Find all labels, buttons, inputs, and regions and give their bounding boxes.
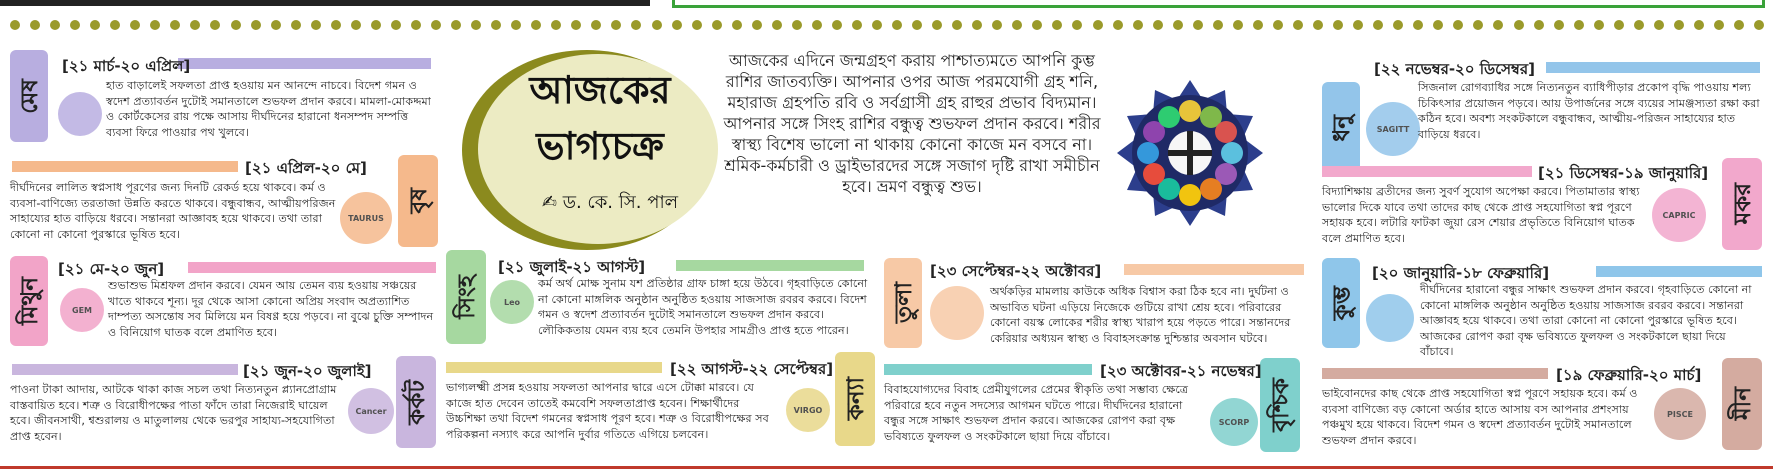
divider-dot [1193,20,1203,30]
divider-dot [1473,20,1483,30]
divider-dot [952,20,962,30]
divider-dot [371,20,381,30]
date-range: [২১ মে-২০ জুন] [58,260,165,278]
divider-dot [1353,20,1363,30]
divider-dot [1534,20,1544,30]
date-range: [২২ আগস্ট-২২ সেপ্টেম্বর] [670,360,834,378]
divider-dot [712,20,722,30]
divider-dot [1654,20,1664,30]
divider-dot [431,20,441,30]
divider-dot [251,20,261,30]
zodiac-sign-name [396,356,436,448]
pen-icon: ✍ [541,192,557,213]
divider-dot [1493,20,1503,30]
date-accent-bar [1546,62,1760,73]
divider-dot [231,20,241,30]
divider-dot [1233,20,1243,30]
zodiac-symbol-caption: PISCE [1667,409,1693,419]
date-range: [২১ জুলাই-২১ আগস্ট] [498,258,646,276]
divider-dot [591,20,601,30]
author-byline [510,188,710,219]
bottom-rule [0,466,1773,469]
divider-dot [972,20,982,30]
divider-dot [110,20,120,30]
divider-dot [170,20,180,30]
divider-dot [311,20,321,30]
divider-dot [772,20,782,30]
zodiac-sign-label: বৃশ্চিক [1267,378,1294,432]
divider-dot [752,20,762,30]
dotted-divider [10,14,1765,36]
zodiac-sign-label: মকর [1729,183,1756,225]
divider-dot [792,20,802,30]
zodiac-sign-name [398,155,438,247]
zodiac-sign-label: মীন [1729,387,1756,421]
divider-dot [190,20,200,30]
divider-dot [1052,20,1062,30]
horoscope-text: সিজনাল রোগব্যাধির সঙ্গে নিত্যনতুন ব্যাধিপীড়ার প্রকোপ বৃদ্ধি পাওয়ায় শল্য চিকিৎসার প্রয়োজন পড়বে। আয় উপার্জনের সঙ্গে ব্যয়ের সামঞ্জস্যতা রক্ষা করা কঠিন হবে। অবশ্য সংকটকালে বন্ধুবান্ধব, আত্মীয়-পরিজন সাহায্যের হাত বাড়িয়ে ধরবে। [1418,81,1760,141]
divider-dot [1032,20,1042,30]
divider-dot [411,20,421,30]
divider-dot [1153,20,1163,30]
divider-dot [611,20,621,30]
page-title-line2: ভাগ্যচক্র [536,123,664,168]
divider-dot [1433,20,1443,30]
zodiac-wheel-icon [1115,78,1265,228]
top-dark-rule [0,0,650,6]
divider-dot [852,20,862,30]
zodiac-symbol-icon [1652,188,1706,242]
page-title [500,62,700,174]
zodiac-symbol-caption: CAPRIC [1662,210,1696,220]
horoscope-text: হাত বাড়ালেই সফলতা প্রাপ্ত হওয়ায় মন আনন্দে নাচবে। বিদেশ গমন ও স্বদেশ প্রত্যাবর্তন দুটোই সমানতালে শুভফল প্রদান করবে। মামলা-মোকদ্দমা ও কোর্টকেসের রায় পক্ষে আসায় দীর্ঘদিনের হারানো ধনসম্পদ সম্পত্তি ব্যবসা ফিরে পাওয়ার পথ খুলবে। [106,79,431,139]
divider-dot [451,20,461,30]
date-accent-bar [1596,266,1762,277]
horoscope-text: ভাইবোনদের কাছ থেকে প্রাপ্ত সহযোগিতা স্বপ্ন পূরণে সহায়ক হবে। কর্ম ও ব্যবসা বাণিজ্যে বড় কোনো অর্ডার হাতে আসায় বস আপনার প্রশংসায় পঞ্চমুখ হয়ে থাকবে। বিদেশ গমন ও স্বদেশ প্রত্যাবর্তন দুটোই সমানতালে শুভফল প্রদান করবে। [1322,387,1638,447]
date-range: [২৩ সেপ্টেম্বর-২২ অক্টোবর] [930,262,1102,280]
horoscope-text: পাওনা টাকা আদায়, আটকে থাকা কাজ সচল তথা নিত্যনতুন প্ল্যানপ্রোগ্রাম বাস্তবায়িত হবে। শত্রু ও বিরোধীপক্ষের পাতা ফাঁদে তারা নিজেরাই ঘায়েল হবে। জীবনসাথী, শ্বশুরালয় ও মাতুলালয় থেকে ভরপুর সাহায্য-সহযোগিতা প্রাপ্ত হবেন। [10,383,337,443]
horoscope-text: দীর্ঘদিনের হারানো বন্ধুর সাক্ষাৎ শুভফল প্রদান করবে। গৃহবাড়িতে কোনো না কোনো মাঙ্গলিক অনুষ্ঠান অনুষ্ঠিত হওয়ায় সাজসাজ রবরব করবে। সন্তানরা আজ্ঞাবহ হয়ে থাকবে। তথা তারা কোনো না কোনো পুরস্কারে ভূষিত হবে। আজকের রোপণ করা বৃক্ষ ভবিষ্যতে ফুলফল ও সংকটকালে ছায়া দিয়ে বাঁচাবে। [1420,283,1752,358]
divider-dot [1253,20,1263,30]
divider-dot [551,20,561,30]
date-range: [২১ এপ্রিল-২০ মে] [245,159,367,177]
horoscope-text: বিদ্যাশিক্ষায় ব্রতীদের জন্য সুবর্ণ সুযোগ অপেক্ষা করবে। পিতামাতার স্বাস্থ্য ভালোর দিকে যাবে তথা তাদের কাছ থেকে প্রাপ্ত সহযোগিতা স্বপ্ন পূরণে সহায়ক হবে। লটারি ফাটকা জুয়া রেস শেয়ার প্রভৃতিতে বিনিয়োগ ঘাতক বলে প্রমাণিত হবে। [1322,185,1640,245]
divider-dot [1413,20,1423,30]
divider-dot [1754,20,1764,30]
date-accent-bar [188,262,436,273]
zodiac-symbol-caption: SCORP [1218,417,1250,427]
date-accent-bar [884,364,1092,375]
zodiac-symbol-icon [786,388,830,432]
zodiac-sign-label: তুলা [890,282,917,324]
divider-dot [30,20,40,30]
divider-dot [1634,20,1644,30]
zodiac-sign-label: কুম্ভ [1328,285,1355,321]
zodiac-symbol-caption: Leo [503,297,521,307]
divider-dot [10,20,20,30]
divider-dot [1113,20,1123,30]
zodiac-symbol-icon [930,286,984,340]
divider-dot [210,20,220,30]
divider-dot [1093,20,1103,30]
divider-dot [631,20,641,30]
zodiac-symbol-caption: GEM [72,305,92,315]
zodiac-sign-label: মিথুন [16,277,43,325]
zodiac-symbol-icon [1210,398,1258,446]
divider-dot [511,20,521,30]
zodiac-sign-name [1322,258,1360,348]
horoscope-text: দীর্ঘদিনের লালিত স্বপ্নসাধ পূরণের জন্য দিনটি রেকর্ড হয়ে থাকবে। কর্ম ও ব্যবসা-বাণিজ্যে তরতাজা উন্নতি করতে থাকবে। বন্ধুবান্ধব, আত্মীয়পরিজন সাহায্যের হাত বাড়িয়ে ধরবে। সন্তানরা আজ্ঞাবহ হয়ে থাকবে। তথা তারা কোনো না কোনো পুরস্কারে ভূষিত হবে। [10,181,336,241]
date-accent-bar [1322,166,1532,177]
zodiac-symbol-caption: TAURUS [348,213,384,223]
zodiac-sign-label: কন্যা [842,377,869,421]
zodiac-sign-label: কর্কট [403,379,430,425]
horoscope-text: ভাগ্যলক্ষ্মী প্রসন্ন হওয়ায় সফলতা আপনার দ্বারে এসে টোক্কা মারবে। যে কাজে হাত দেবেন তাতেই কমবেশি সফলতাপ্রাপ্ত হবেন। শিক্ষার্থীদের উচ্চশিক্ষা তথা বিদেশ গমনের স্বপ্নসাধ পূরণ হবে। শত্রু ও বিরোধীপক্ষের সব পরিকল্পনা নস্যাৎ করে আপনি দুর্বার গতিতে এগিয়ে চলবেন। [446,381,769,441]
date-accent-bar [12,364,238,375]
divider-dot [351,20,361,30]
author-name: ড. কে. সি. পাল [562,192,679,213]
date-accent-bar [1322,368,1548,379]
divider-dot [50,20,60,30]
divider-dot [331,20,341,30]
divider-dot [1313,20,1323,30]
divider-dot [812,20,822,30]
top-green-frame [672,0,1765,8]
intro-paragraph: আজকের এদিনে জন্মগ্রহণ করায় পাশ্চাত্যমতে আপনি কুম্ভ রাশির জাতব্যক্তি। আপনার ওপর আজ পরমযোগী গ্রহ শনি, মহারাজ গ্রহপতি রবি ও সর্বগ্রাসী গ্রহ রাহুর প্রভাব বিদ্যমান। আপনার সঙ্গে সিংহ রাশির বন্ধুত্ব শুভফল প্রদান করবে। শরীর স্বাস্থ্য বিশেষ ভালো না থাকায় কোনো কাজে মন বসবে না। শ্রমিক-কর্মচারী ও ড্রাইভারদের সঙ্গে সজাগ দৃষ্টি রাখা সমীচীন হবে। ভ্রমণ বন্ধুত্ব শুভ। [723,51,1101,196]
date-range: [২০ জানুয়ারি-১৮ ফেব্রুয়ারি] [1372,264,1550,282]
divider-dot [892,20,902,30]
divider-dot [1333,20,1343,30]
divider-dot [1453,20,1463,30]
divider-dot [571,20,581,30]
divider-dot [70,20,80,30]
date-accent-bar [676,260,864,271]
zodiac-symbol-icon [1366,102,1420,156]
divider-dot [1594,20,1604,30]
divider-dot [1734,20,1744,30]
divider-dot [692,20,702,30]
divider-dot [531,20,541,30]
divider-dot [391,20,401,30]
divider-dot [150,20,160,30]
zodiac-symbol-caption: VIRGO [793,405,823,415]
zodiac-sign-name [10,50,48,142]
zodiac-sign-label: ধনু [1328,114,1355,142]
zodiac-symbol-caption: SAGITT [1376,124,1410,134]
divider-dot [1012,20,1022,30]
divider-dot [1514,20,1524,30]
zodiac-symbol-icon [340,192,392,244]
divider-dot [1213,20,1223,30]
zodiac-symbol-caption: Cancer [355,406,387,416]
zodiac-sign-name [1722,358,1762,450]
divider-dot [90,20,100,30]
horoscope-text: কর্ম অর্থ মোক্ষ সুনাম যশ প্রতিষ্ঠার গ্রাফ চাঙ্গা হয়ে উঠবে। গৃহবাড়িতে কোনো না কোনো মাঙ্গলিক অনুষ্ঠান অনুষ্ঠিত হওয়ায় সাজসাজ রবরব করবে। বিদেশ গমন ও স্বদেশ প্রত্যাবর্তন দুটোই সমানতালে শুভফল প্রদান করবে। লৌকিকতায় যেমন ব্যয় হবে তেমনি উপহার সামগ্রীও প্রাপ্ত হতে পারেন। [538,277,868,337]
divider-dot [1393,20,1403,30]
zodiac-symbol-icon [1366,294,1414,342]
divider-dot [1293,20,1303,30]
zodiac-sign-label: বৃষ [405,188,432,214]
zodiac-symbol-icon [348,388,394,434]
divider-dot [872,20,882,30]
divider-dot [130,20,140,30]
divider-dot [1554,20,1564,30]
zodiac-sign-name [1260,358,1300,452]
zodiac-symbol-icon [490,280,534,324]
divider-dot [932,20,942,30]
zodiac-sign-name [1322,82,1360,174]
divider-dot [672,20,682,30]
divider-dot [1694,20,1704,30]
date-accent-bar [1124,264,1304,275]
date-range: [২১ মার্চ-২০ এপ্রিল] [62,57,191,75]
date-range: [২২ নভেম্বর-২০ ডিসেম্বর] [1374,60,1535,78]
date-accent-bar [446,362,662,373]
date-range: [২৩ অক্টোবর-২১ নভেম্বর] [1100,362,1262,380]
divider-dot [1373,20,1383,30]
divider-dot [912,20,922,30]
divider-dot [652,20,662,30]
divider-dot [1133,20,1143,30]
date-range: [২১ ডিসেম্বর-১৯ জানুয়ারি] [1538,164,1709,182]
date-accent-bar [178,58,431,69]
zodiac-sign-label: মেষ [16,78,43,114]
zodiac-sign-name [1722,158,1762,250]
divider-dot [1173,20,1183,30]
zodiac-symbol-icon [1654,388,1706,440]
zodiac-sign-name [10,256,48,346]
zodiac-sign-name [446,250,486,344]
date-range: [১৯ ফেব্রুয়ারি-২০ মার্চ] [1556,366,1702,384]
divider-dot [992,20,1002,30]
date-range: [২১ জুন-২০ জুলাই] [243,362,372,380]
horoscope-text: অর্থকড়ির মামলায় কাউকে অধিক বিশ্বাস করা ঠিক হবে না। দুর্ঘটনা ও অভাবিত ঘটনা এড়িয়ে নিজেকে গুটিয়ে রাখা শ্রেয় হবে। পরিবারের কোনো বয়স্ক লোকের শরীর স্বাস্থ্য খারাপ হয়ে পড়তে পারে। সন্তানদের কেরিয়ার অধ্যয়ন স্বাস্থ্য ও বিবাহসংক্রান্ত দুশ্চিন্তার অবসান ঘটবে। [990,285,1291,345]
divider-dot [1574,20,1584,30]
zodiac-symbol-icon [60,288,104,332]
divider-dot [1072,20,1082,30]
zodiac-sign-name [835,352,875,446]
divider-dot [832,20,842,30]
page-title-line1: আজকের [529,67,671,112]
divider-dot [291,20,301,30]
zodiac-sign-name [884,258,922,348]
horoscope-text: শুভাশুভ মিশ্রফল প্রদান করবে। যেমন আয় তেমন ব্যয় হওয়ায় সঞ্চয়ের খাতে থাকবে শূন্য। দূর থেকে আসা কোনো অপ্রিয় সংবাদ অপ্রত্যাশিত দাম্পত্য অসন্তোষ সব মিলিয়ে মন বিষণ্ণ হয়ে পড়বে। না বুঝে চুক্তি সম্পাদন ও বিনিয়োগ ঘাতক বলে প্রমাণিত হবে। [108,279,434,339]
divider-dot [1614,20,1624,30]
divider-dot [1674,20,1684,30]
divider-dot [491,20,501,30]
zodiac-symbol-icon [58,92,102,136]
divider-dot [1273,20,1283,30]
divider-dot [271,20,281,30]
zodiac-sign-label: সিংহ [453,275,480,319]
horoscope-text: বিবাহযোগ্যদের বিবাহ প্রেমীযুগলের প্রেমের স্বীকৃতি তথা সম্ভাব্য ক্ষেত্রে পরিবারে হবে নতুন সদস্যের আগমন ঘটতে পারে। দীর্ঘদিনের হারানো বন্ধুর সঙ্গে সাক্ষাৎ শুভফল প্রদান করবে। আজকের রোপণ করা বৃক্ষ ভবিষ্যতে ফুলফল ও সংকটকালে ছায়া দিয়ে বাঁচাবে। [884,383,1189,443]
divider-dot [471,20,481,30]
divider-dot [732,20,742,30]
divider-dot [1714,20,1724,30]
date-accent-bar [12,161,238,172]
